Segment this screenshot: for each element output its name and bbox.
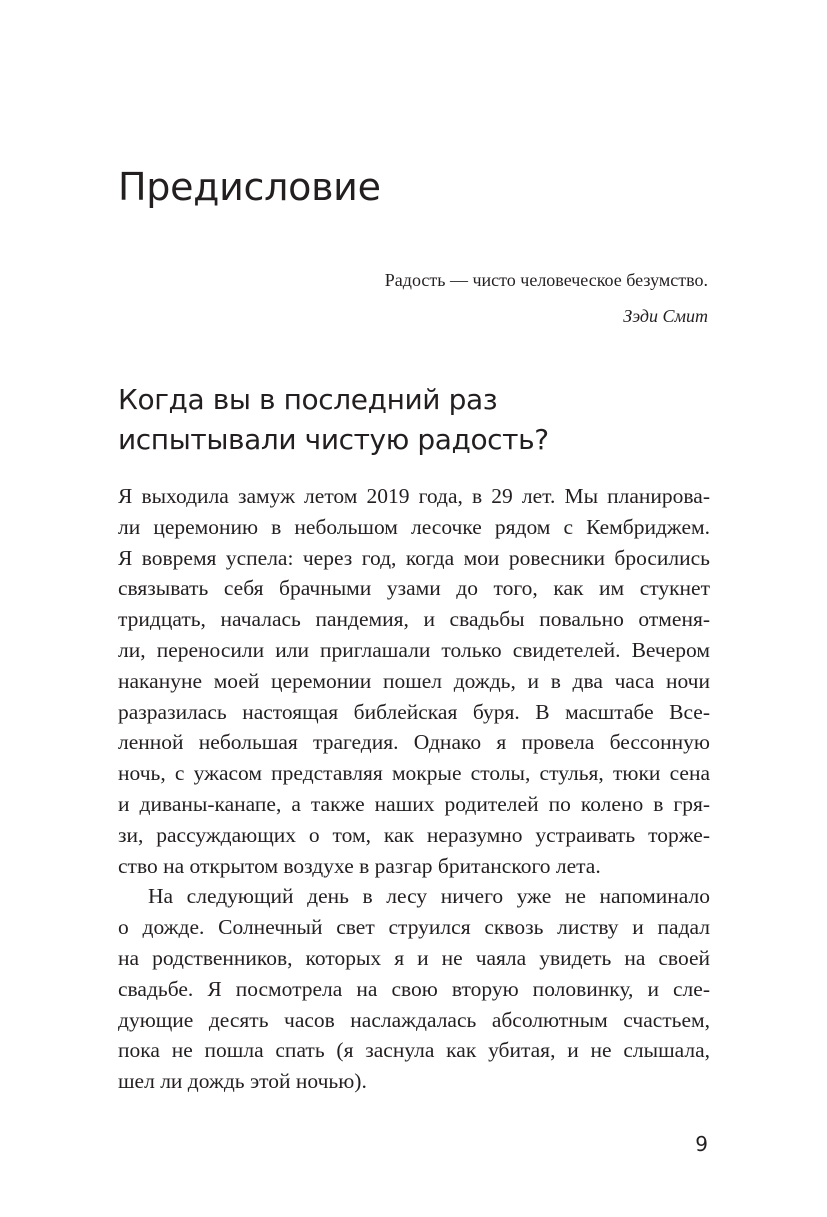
text-line: Я вовремя успела: через год, когда мои ровесники бросились xyxy=(118,545,710,570)
section-heading-line: испытывали чистую радость? xyxy=(118,423,549,456)
text-line: связывать себя брачными узами до того, как им стукнет xyxy=(118,576,710,601)
section-heading xyxy=(118,380,718,460)
text-line: ли церемонию в небольшом лесочке рядом с Кембриджем. xyxy=(118,514,710,539)
text-line: разразилась настоящая библейская буря. В масштабе Все- xyxy=(118,699,710,724)
text-line: Я выходила замуж летом 2019 года, в 29 лет. Мы планирова- xyxy=(118,484,710,508)
epigraph-author: Зэди Смит xyxy=(623,306,708,326)
section-heading-line: Когда вы в последний раз xyxy=(118,383,498,416)
text-line: о дожде. Солнечный свет струился сквозь листву и падал xyxy=(118,915,710,940)
text-line: ночь, с ужасом представляя мокрые столы, стулья, тюки сена xyxy=(118,761,710,786)
epigraph xyxy=(118,268,708,328)
text-line: пока не пошла спать (я заснула как убитая, и не слышала, xyxy=(118,1038,710,1063)
text-line: ство на открытом воздухе в разгар британского лета. xyxy=(118,853,601,878)
epigraph-quote: Радость — чисто человеческое безумство. xyxy=(384,270,708,290)
text-line: и диваны-канапе, а также наших родителей по колено в гря- xyxy=(118,791,710,816)
text-line: накануне моей церемонии пошел дождь, и в два часа ночи xyxy=(118,668,710,693)
paragraph-2 xyxy=(118,881,710,1097)
text-line: свадьбе. Я посмотрела на свою вторую половинку, и сле- xyxy=(118,976,710,1001)
body-text xyxy=(118,481,710,1097)
text-line: на родственников, которых я и не чаяла увидеть на своей xyxy=(118,945,710,970)
text-line: тридцать, началась пандемия, и свадьбы повально отменя- xyxy=(118,607,710,632)
text-line: ли, переносили или приглашали только свидетелей. Вечером xyxy=(118,637,710,662)
paragraph-1 xyxy=(118,481,710,881)
text-line: зи, рассуждающих о том, как неразумно устраивать торже- xyxy=(118,822,710,847)
text-line: дующие десять часов наслаждалась абсолютным счастьем, xyxy=(118,1007,710,1032)
text-line: На следующий день в лесу ничего уже не напоминало xyxy=(148,884,710,909)
text-line: ленной небольшая трагедия. Однако я провела бессонную xyxy=(118,730,710,755)
chapter-title: Предисловие xyxy=(118,165,381,209)
page-number: 9 xyxy=(695,1132,708,1156)
text-line: шел ли дождь этой ночью). xyxy=(118,1069,367,1094)
